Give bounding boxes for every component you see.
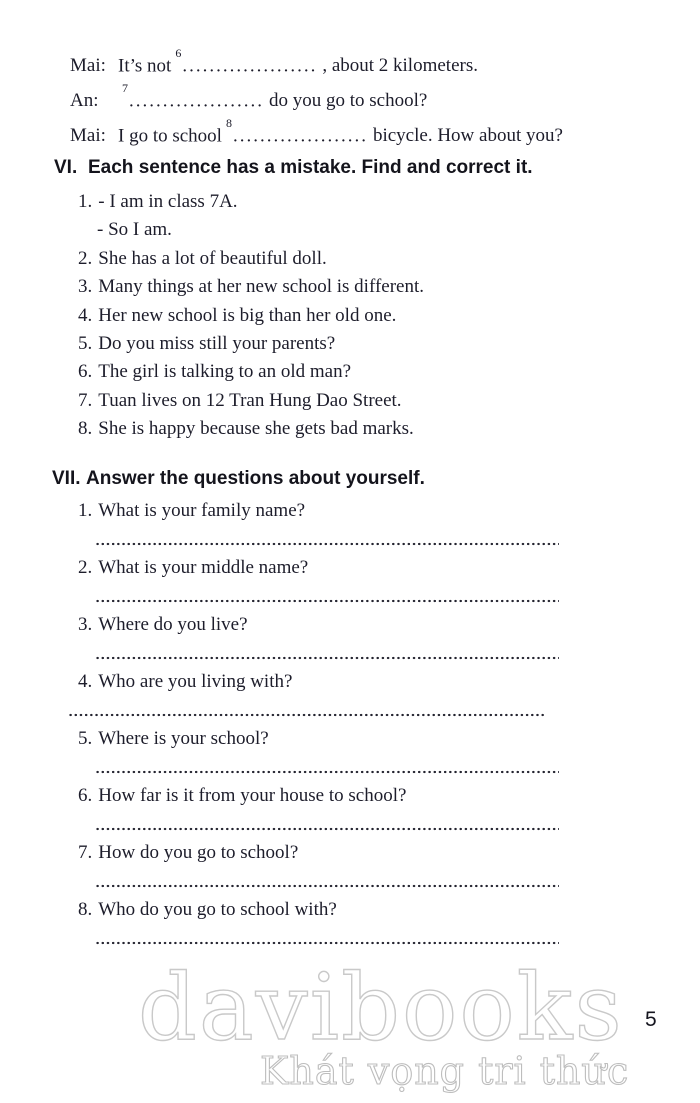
question	[78, 783, 406, 809]
item-text-line2: - So I am.	[97, 219, 172, 241]
speaker-label: Mai:	[70, 55, 106, 77]
fill-in-blank: ....................	[182, 55, 318, 77]
list-item	[78, 330, 424, 358]
page-number: 5	[645, 1008, 657, 1031]
answer-line	[95, 656, 559, 660]
section-number: VI.	[54, 157, 78, 178]
question-block	[78, 555, 406, 612]
question-block	[78, 783, 406, 840]
question-text: Who are you living with?	[98, 671, 293, 692]
blank-number: 8	[225, 115, 232, 130]
speaker-label: An:	[70, 90, 99, 112]
question-text: How do you go to school?	[98, 842, 299, 863]
blank-number: 7	[122, 80, 128, 95]
list-item	[78, 387, 424, 415]
item-number: 2.	[78, 557, 93, 578]
item-text: Tuan lives on 12 Tran Hung Dao Street.	[98, 389, 402, 411]
item-number: 8.	[78, 418, 93, 440]
item-number: 1.	[78, 191, 93, 212]
dialogue-line	[70, 116, 563, 151]
question-text: What is your middle name?	[98, 557, 309, 578]
watermark-brand: davibooks	[138, 954, 624, 1061]
item-text: She has a lot of beautiful doll.	[98, 247, 327, 269]
question	[78, 498, 406, 524]
watermark-tagline: Khát vọng tri thức	[260, 1049, 630, 1093]
fill-in-blank: ....................	[232, 124, 368, 146]
answer-line	[95, 770, 559, 774]
item-number: 4.	[78, 671, 93, 692]
dialogue-block	[70, 46, 563, 150]
item-number: 1.	[78, 500, 93, 521]
blank-number: 6	[175, 46, 182, 60]
question	[78, 840, 406, 866]
item-number: 5.	[78, 728, 93, 749]
item-number: 8.	[78, 899, 93, 920]
answer-line	[95, 941, 559, 945]
question-block	[78, 498, 406, 555]
question	[78, 897, 406, 923]
fill-in-blank: ....................	[129, 90, 264, 112]
dialogue-line	[70, 46, 563, 81]
question-block	[78, 726, 406, 783]
dialogue-text-post: bicycle. How about you?	[372, 124, 563, 146]
item-number: 4.	[78, 304, 93, 326]
dialogue-text-post: do you go to school?	[269, 90, 428, 112]
item-number: 3.	[78, 614, 93, 635]
question-text: Who do you go to school with?	[98, 899, 337, 920]
list-item	[78, 273, 424, 301]
section-title: Answer the questions about yourself.	[86, 468, 425, 489]
answer-line	[95, 827, 559, 831]
dialogue-line	[70, 81, 563, 116]
answer-line	[95, 542, 559, 546]
question-block	[78, 840, 406, 897]
item-number: 3.	[78, 276, 93, 298]
question	[78, 612, 406, 638]
question-text: How far is it from your house to school?	[98, 785, 407, 806]
dialogue-text-pre: It’s not	[118, 55, 172, 77]
item-number: 5.	[78, 333, 93, 355]
question	[78, 555, 406, 581]
list-item	[78, 358, 424, 386]
dialogue-text-post: , about 2 kilometers.	[322, 55, 478, 77]
item-number: 6.	[78, 785, 93, 806]
question	[78, 669, 406, 695]
question-block	[78, 897, 406, 954]
list-item	[78, 245, 424, 273]
question-block	[78, 612, 406, 669]
question	[78, 726, 406, 752]
item-text: Many things at her new school is different.	[98, 276, 424, 298]
question-text: What is your family name?	[98, 500, 306, 521]
item-text: Do you miss still your parents?	[98, 333, 336, 355]
section-vii-heading	[52, 468, 425, 490]
section-vii-items	[78, 498, 406, 954]
item-number: 2.	[78, 247, 93, 269]
item-text: - I am in class 7A.	[98, 191, 238, 212]
speaker-label: Mai:	[70, 124, 106, 146]
question-text: Where do you live?	[98, 614, 248, 635]
item-number: 7.	[78, 389, 93, 411]
list-item	[78, 188, 424, 216]
list-item	[78, 302, 424, 330]
question-text: Where is your school?	[98, 728, 269, 749]
item-text: She is happy because she gets bad marks.	[98, 418, 414, 440]
dialogue-text-pre: I go to school	[118, 124, 222, 146]
item-text: Her new school is big than her old one.	[98, 304, 397, 326]
list-item	[78, 415, 424, 443]
answer-line	[95, 884, 559, 888]
item-number: 6.	[78, 361, 93, 383]
item-number: 7.	[78, 842, 93, 863]
item-text: The girl is talking to an old man?	[98, 361, 352, 383]
answer-line	[68, 713, 544, 717]
answer-line	[95, 599, 559, 603]
section-vi-heading	[54, 157, 533, 179]
section-number: VII.	[52, 468, 81, 489]
section-vi-items	[78, 188, 424, 444]
section-title: Each sentence has a mistake. Find and correct it.	[88, 157, 533, 178]
question-block	[78, 669, 406, 726]
